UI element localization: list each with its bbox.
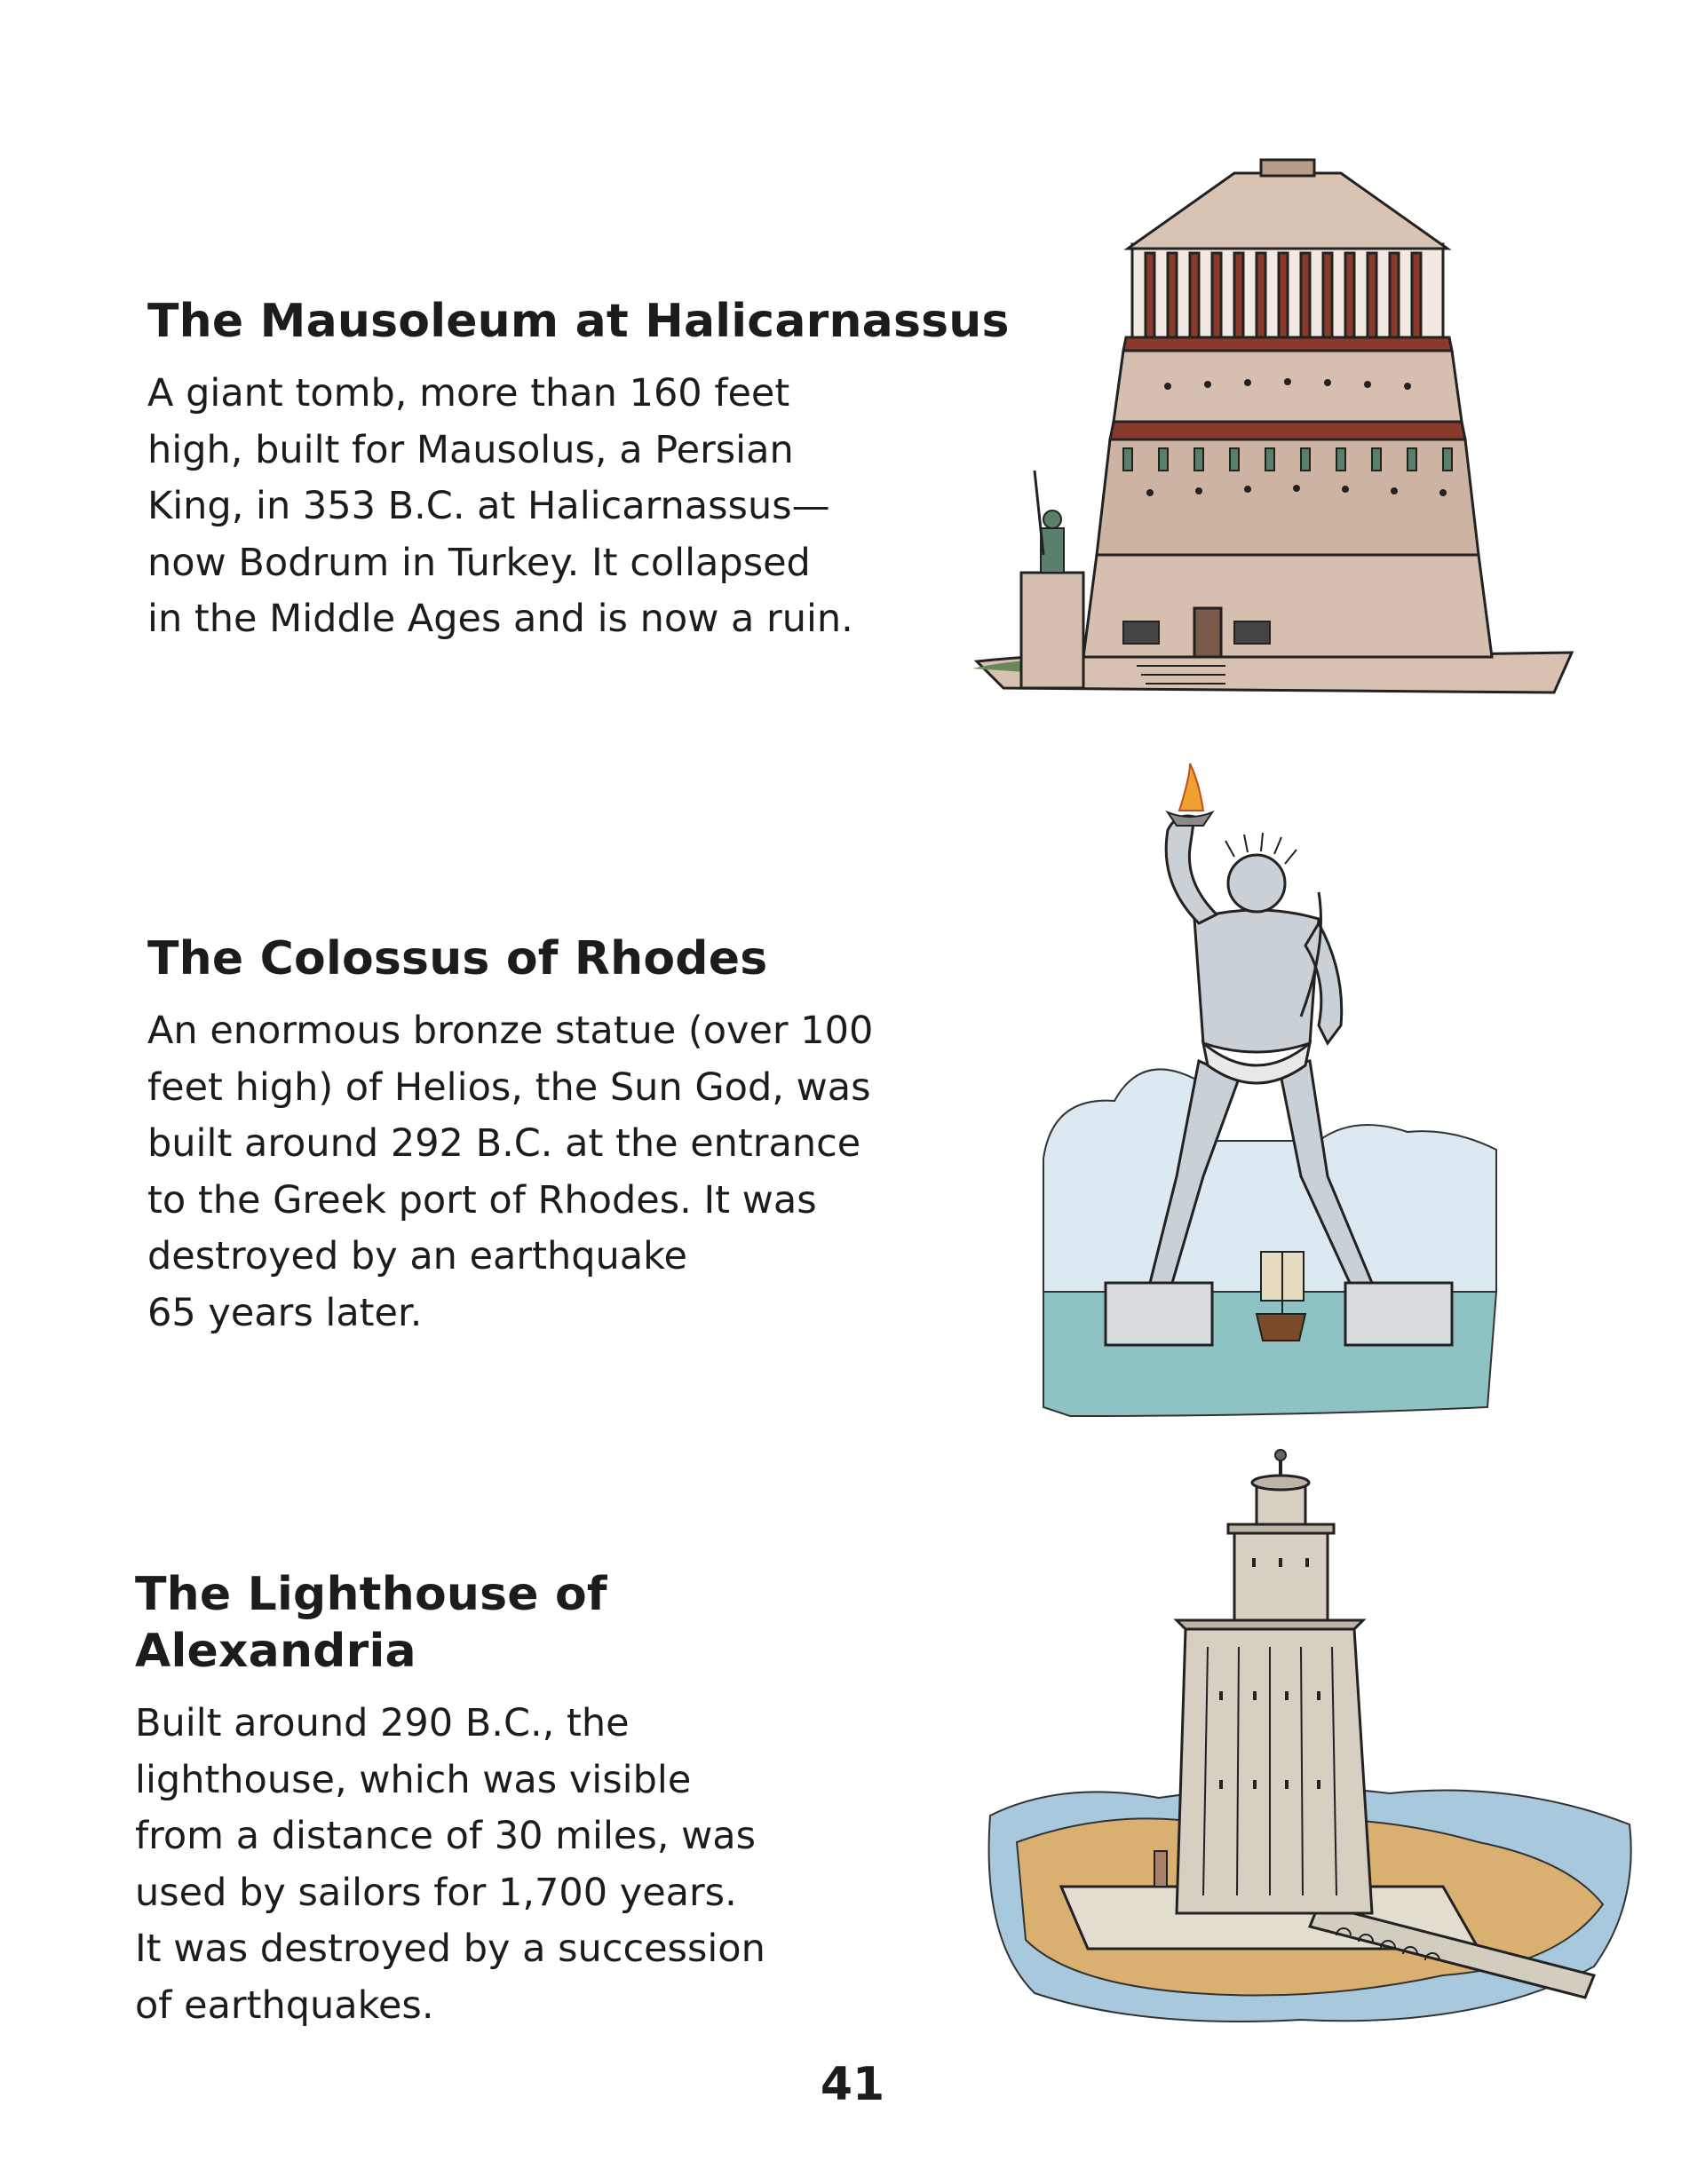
text-line: King, in 353 B.C. at Halicarnassus— [147, 484, 830, 528]
text-line: destroyed by an earthquake [147, 1234, 687, 1278]
text-line: to the Greek port of Rhodes. It was [147, 1177, 817, 1223]
text-line: built around 292 B.C. at the entrance [147, 1121, 861, 1166]
title-line: The Lighthouse of [135, 1568, 607, 1621]
text-line: feet high) of Helios, the Sun God, was [147, 1064, 871, 1110]
page-number: 41 [820, 2058, 885, 2111]
text-line: A giant tomb, more than 160 feet [147, 371, 790, 415]
text-line: in the Middle Ages and is now a ruin. [147, 597, 853, 641]
text-line: It was destroyed by a succession [135, 1927, 765, 1971]
section-title [135, 1566, 765, 1680]
text-line: now Bodrum in Turkey. It collapsed [147, 540, 811, 585]
section-description [147, 366, 1010, 648]
colossus-illustration [1035, 759, 1505, 1420]
text-line: from a distance of 30 miles, was [135, 1814, 757, 1858]
text-line: Built around 290 B.C., the [135, 1701, 630, 1745]
lighthouse-illustration [981, 1443, 1638, 2038]
text-line: An enormous bronze statue (over 100 [147, 1009, 874, 1053]
mausoleum-illustration [968, 138, 1590, 706]
section-lighthouse [135, 1566, 765, 2034]
section-colossus [147, 930, 873, 1341]
title-line: Alexandria [135, 1625, 416, 1678]
section-title: The Colossus of Rhodes [147, 932, 768, 985]
section-mausoleum [147, 293, 1010, 648]
text-line: 65 years later. [147, 1290, 423, 1335]
text-line: of earthquakes. [135, 1982, 434, 2028]
section-title: The Mausoleum at Halicarnassus [147, 295, 1010, 348]
section-description [135, 1696, 765, 2034]
text-line: high, built for Mausolus, a Persian [147, 427, 794, 472]
text-line: lighthouse, which was visible [135, 1757, 692, 1802]
text-line: used by sailors for 1,700 years. [135, 1870, 737, 1915]
section-description [147, 1003, 873, 1341]
